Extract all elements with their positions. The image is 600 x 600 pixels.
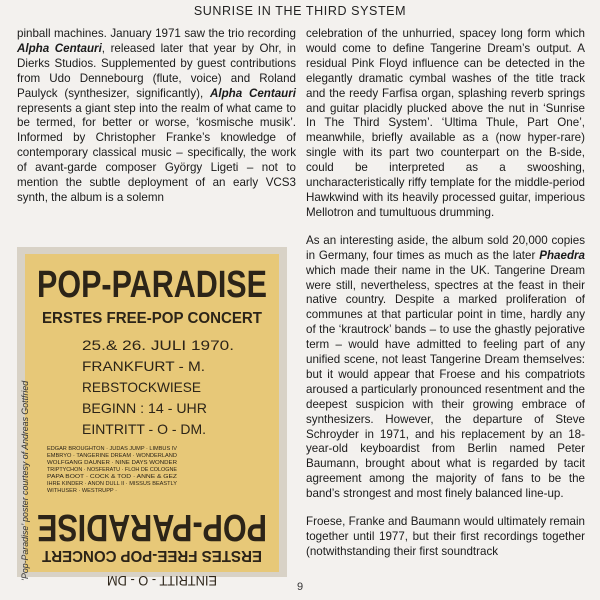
right-paragraph-1: celebration of the unhurried, spacey long form which would come to define Tangerine Dream’s output. A residual Pink Floyd influence can be detected in the elegantly dramatic cymbal washes of the title track and the reedy Farfisa organ, splashing reverb springs and guitar placidly plucked above the nut in ‘Sunrise In The Third System’. ‘Ultima Thule, Part One’, meanwhile, briefly available as a (now hyper-rare) single with its part two counterpart on the B-side, could be interpreted as a swooshing, uncharacteristically riffy template for the middle-period Hawkwind with its heavily processed guitar, imperious Mellotron and tumultuous drumming. (306, 27, 585, 219)
album-title: Phaedra (539, 248, 585, 262)
poster-start-time: BEGINN : 14 - UHR (82, 400, 207, 416)
text-span: pinball machines. January 1971 saw the trio recording (17, 27, 296, 40)
poster-date: 25.& 26. JULI 1970. (82, 337, 234, 353)
poster-subtitle: ERSTES FREE-POP CONCERT (42, 310, 263, 327)
poster-band-line: PAPA BOOT · COCK & TOD · ANNE & GEZ (47, 474, 177, 480)
right-column (306, 27, 585, 560)
page-number: 9 (296, 581, 304, 593)
text-span: which made their name in the UK. Tangerine Dream were still, nevertheless, spectres at the feast in their native country. Despite a marked proliferation of communes at that particular point in time, hardly any of the ‘krautrock’ bands – to use the ghastly pejorative term – would have admitted to feeling part of any unified scene, not least Tangerine Dream themselves: but it would appear that Froese and his compatriots aroused a particularly pronounced resentment and the deepest suspicion with their growing embrace of synthesizers. However, the departure of Steve Schroyder in 1971, and his replacement by an 18-year-old keyboardist from Berlin named Peter Baumann, brought about what is regarded by tacit agreement among the majority of fans to be the band’s strongest and most finely balanced line-up. (306, 263, 585, 501)
concert-poster (17, 247, 287, 589)
poster-venue: REBSTOCKWIESE (82, 379, 201, 395)
poster-mirror-subtitle: ERSTES FREE-POP CONCERT (41, 547, 262, 564)
poster-admission: EINTRITT - O - DM. (82, 421, 206, 437)
text-span: represents a giant step into the realm of what came to be termed, for better or worse, ‘kosmische musik’. Informed by Christopher Franke’s knowledge of contemporary classical music – specifically, the work of avant-garde composer György Ligeti – not to mention the subtle deployment of an early VCS3 synth, the album is a solemn (17, 101, 296, 204)
left-column (17, 27, 296, 206)
poster-city: FRANKFURT - M. (82, 358, 205, 374)
poster-band-line: EDGAR BROUGHTON · JUDAS JUMP · LIMBUS IV (47, 446, 178, 452)
poster-credit: ‘Pop-Paradise’ poster courtesy of Andreas Gottfried (20, 380, 30, 581)
text-span: As an interesting aside, the album sold 20,000 copies in Germany, four times as much as the later (306, 233, 585, 262)
album-title: Alpha Centauri (17, 41, 102, 55)
right-paragraph-2 (306, 234, 585, 502)
text-span: , released later that year by Ohr, in Dierks Studios. Supplemented by guest contributions from Udo Dennebourg (flute, voice) and Roland Paulyck (synthesizer, significantly), (17, 41, 296, 100)
album-title: Alpha Centauri (210, 86, 296, 100)
poster-mirror-admission: EINTRITT - O - DM (107, 573, 217, 589)
poster-band-line: WITHUSER · WESTRUPP · (47, 488, 118, 494)
poster-title: POP-PARADISE (37, 264, 267, 306)
poster-band-line: EMBRYO · TANGERINE DREAM · WONDERLAND (47, 453, 178, 459)
right-paragraph-3: Froese, Franke and Baumann would ultimately remain together until 1977, but their first recordings together (notwithstanding their first soundtrack (306, 515, 585, 558)
poster-mirror-title: POP-PARADISE (37, 506, 267, 548)
poster-band-line: IHRE KINDER · ANON DULL II · MISSUS BEASTLY (47, 481, 178, 487)
poster-band-line: TRIPTYCHON · NOSFERATU · FLOH DE COLOGNE (47, 467, 178, 473)
poster-band-line: WOLFGANG DAUNER · NINE DAYS WONDER (47, 460, 178, 466)
left-paragraph-1 (17, 27, 296, 206)
page-header: SUNRISE IN THE THIRD SYSTEM (193, 4, 407, 18)
